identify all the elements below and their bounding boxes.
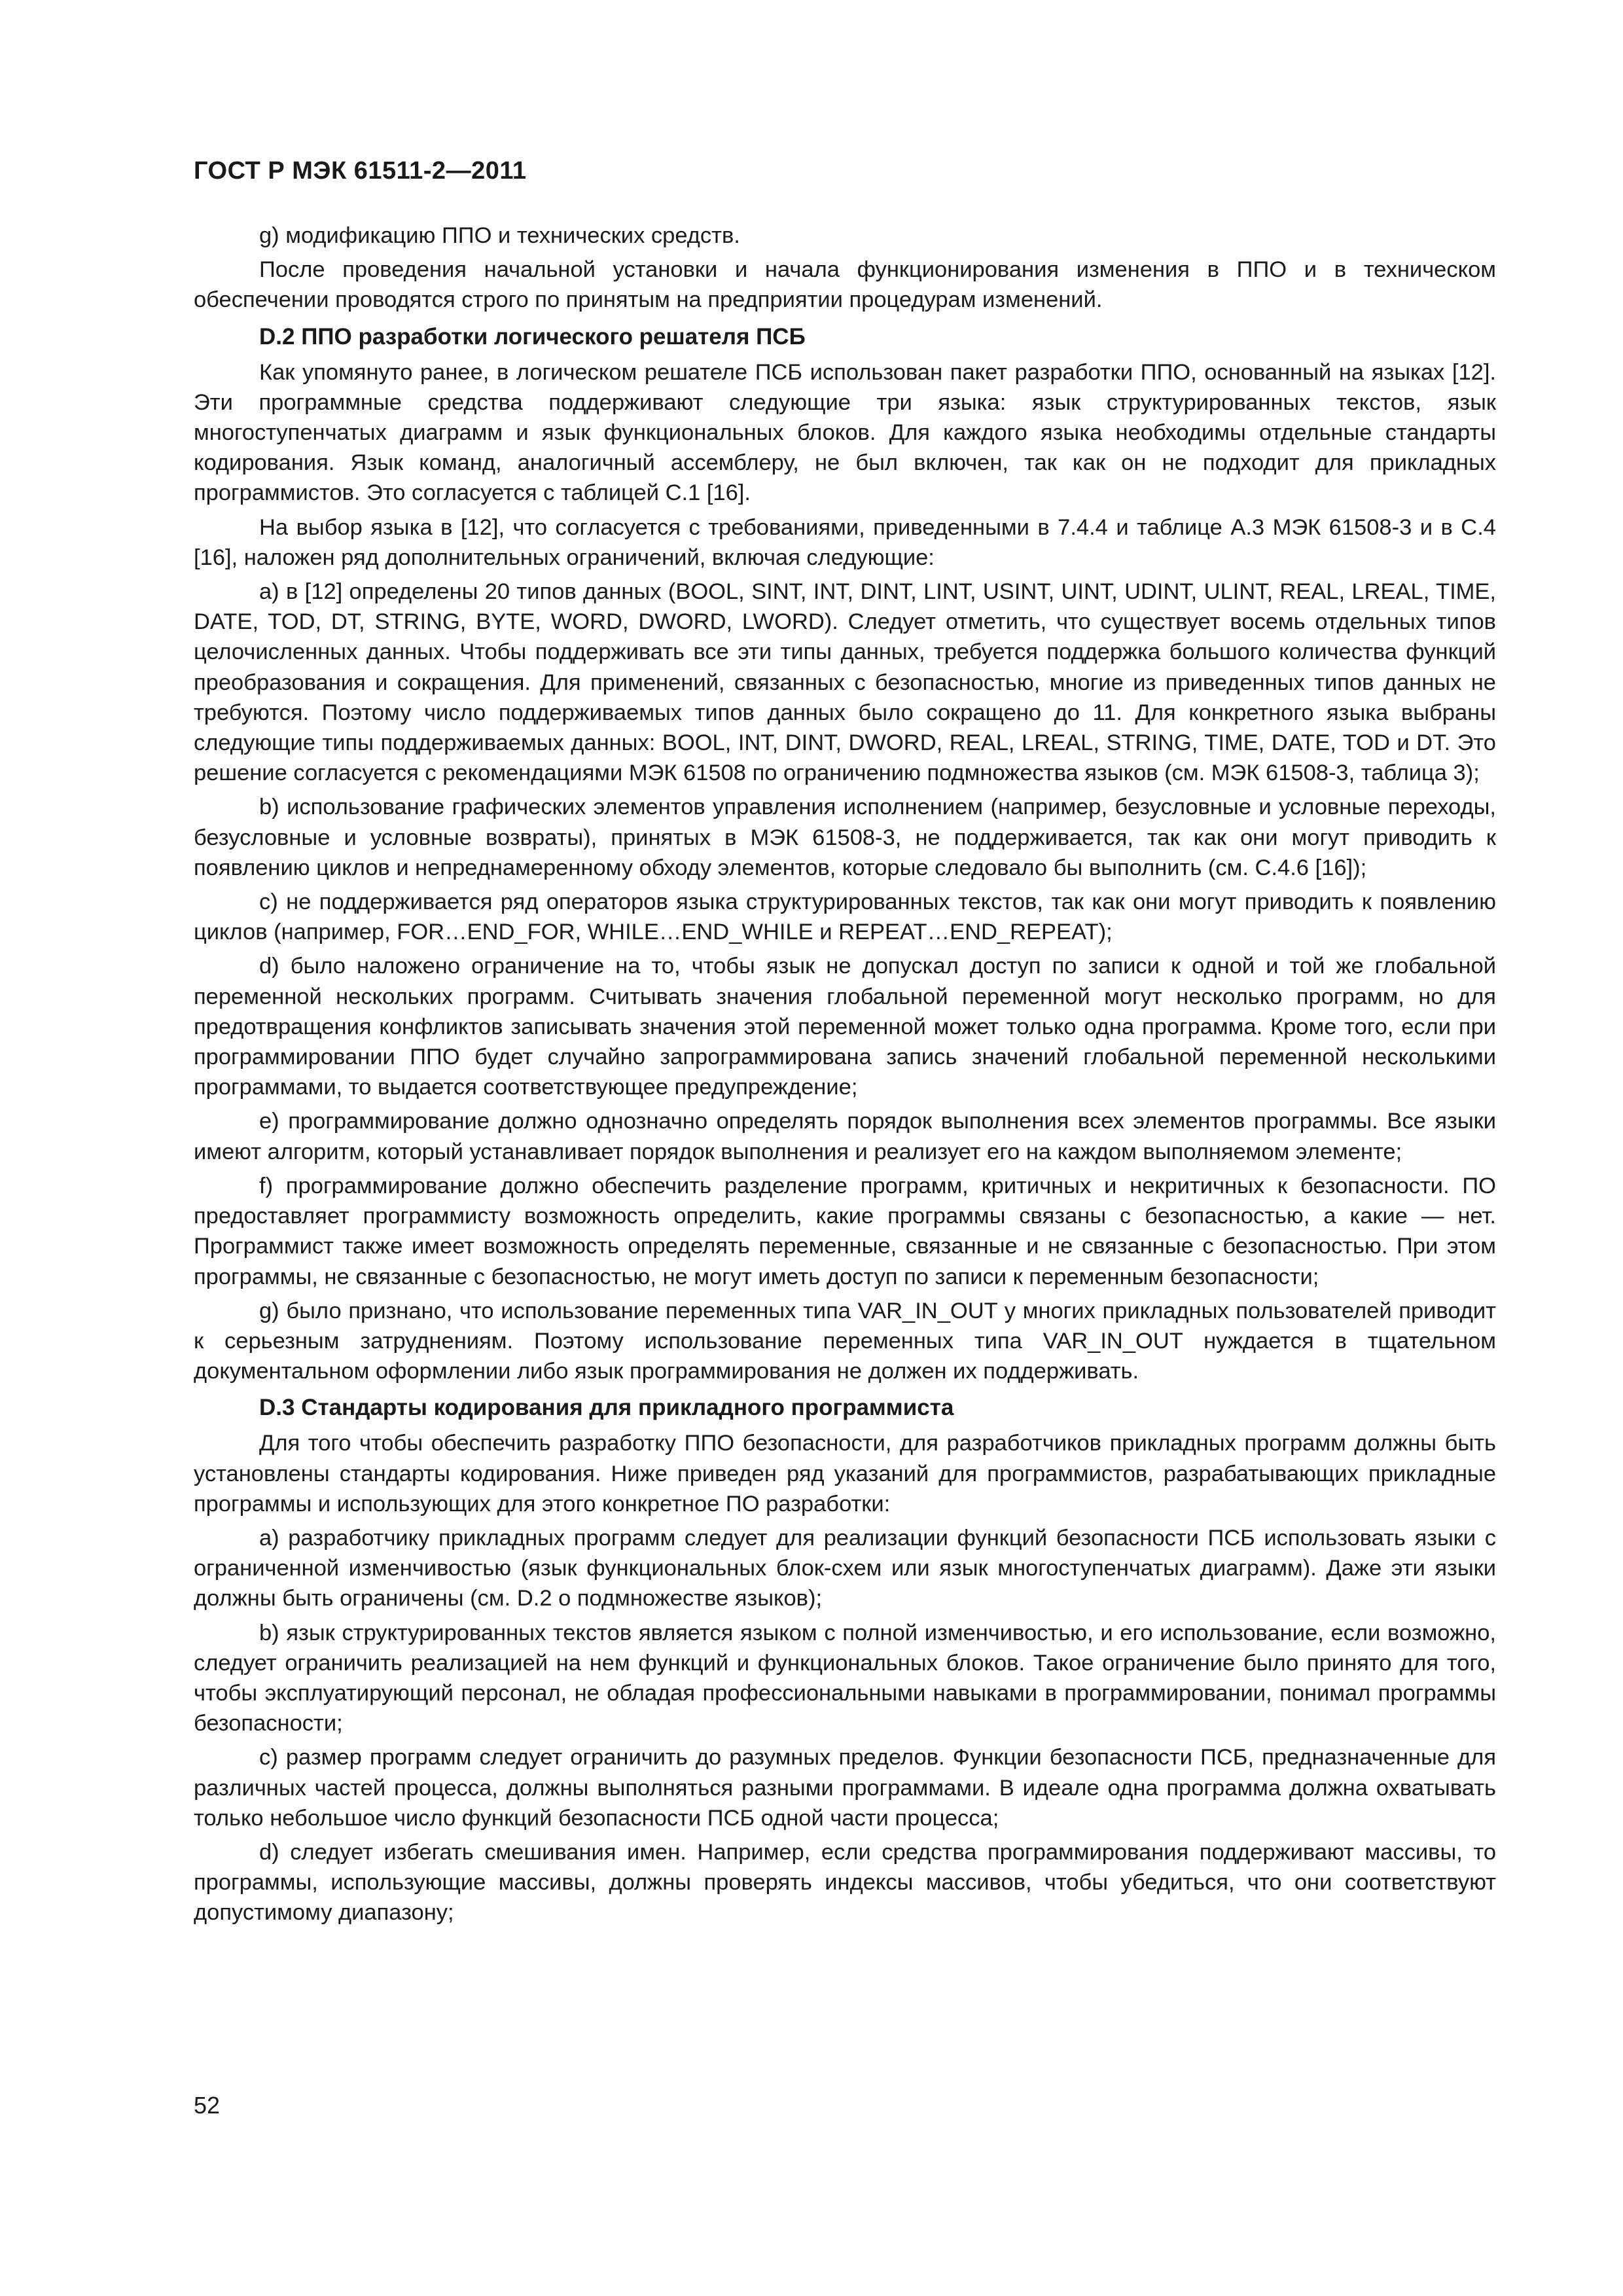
paragraph: Для того чтобы обеспечить разработку ППО безопасности, для разработчиков прикладных программ должны быть установлены стандарты кодирования. Ниже приведен ряд указаний для программистов, разрабатывающих прикладные программы и использующих для этого конкретное ПО разработки:	[194, 1431, 1496, 1516]
list-item: c) не поддерживается ряд операторов языка структурированных текстов, так как они могут приводить к появлению циклов (например, FOR…END_FOR, WHILE…END_WHILE и REPEAT…END_REPEAT);	[194, 889, 1496, 945]
list-item: b) использование графических элементов управления исполнением (например, безусловные и условные переходы, безусловные и условные возвраты), принятых в МЭК 61508-3, не поддерживается, так как они могут приводить к появлению циклов и непреднамеренному обходу элементов, которые следовало бы выполнить (см. С.4.6 [16]);	[194, 795, 1496, 880]
paragraph: После проведения начальной установки и начала функционирования изменения в ППО и в техническом обеспечении проводятся строго по принятым на предприятии процедурам изменений.	[194, 257, 1496, 313]
paragraph: Как упомянуто ранее, в логическом решателе ПСБ использован пакет разработки ППО, основанный на языках [12]. Эти программные средства поддерживают следующие три языка: язык структурированных текстов, язык многоступенчатых диаграмм и язык функциональных блоков. Для каждого языка необходимы отдельные стандарты кодирования. Язык команд, аналогичный ассемблеру, не был включен, так как он не подходит для прикладных программистов. Это согласуется с таблицей С.1 [16].	[194, 359, 1496, 506]
list-item: e) программирование должно однозначно определять порядок выполнения всех элементов программы. Все языки имеют алгоритм, который устанавливает порядок выполнения и реализует его на каждом выполняемом элементе;	[194, 1109, 1496, 1164]
list-item: f) программирование должно обеспечить разделение программ, критичных и некритичных к безопасности. ПО предоставляет программисту возможность определить, какие программы связаны с безопасностью, а какие — нет. Программист также имеет возможность определять переменные, связанные и не связанные с безопасностью. При этом программы, не связанные с безопасностью, не могут иметь доступ по записи к переменным безопасности;	[194, 1173, 1496, 1289]
document-page	[194, 157, 1496, 1932]
list-item: c) размер программ следует ограничить до разумных пределов. Функции безопасности ПСБ, предназначенные для различных частей процесса, должны выполняться разными программами. В идеале одна программа должна охватывать только небольшое число функций безопасности ПСБ одной части процесса;	[194, 1745, 1496, 1831]
list-item: d) было наложено ограничение на то, чтобы язык не допускал доступ по записи к одной и той же глобальной переменной нескольких программ. Считывать значения глобальной переменной могут несколько программ, но для предотвращения конфликтов записывать значения этой переменной может только одна программа. Кроме того, если при программировании ППО будет случайно запрограммирована запись значений глобальной переменной несколькими программами, то выдается соответствующее предупреждение;	[194, 954, 1496, 1100]
list-item: d) следует избегать смешивания имен. Например, если средства программирования поддерживают массивы, то программы, использующие массивы, должны проверять индексы массивов, чтобы убедиться, что они соответствуют допустимому диапазону;	[194, 1839, 1496, 1926]
list-item: g) было признано, что использование переменных типа VAR_IN_OUT у многих прикладных пользователей приводит к серьезным затруднениям. Поэтому использование переменных типа VAR_IN_OUT нуждается в тщательном документальном оформлении либо язык программирования не должен их поддерживать.	[194, 1298, 1496, 1384]
list-item: b) язык структурированных текстов является языком с полной изменчивостью, и его использование, если возможно, следует ограничить реализацией на нем функций и функциональных блоков. Такое ограничение было принято для того, чтобы эксплуатирующий персонал, не обладая профессиональными навыками в программировании, понимал программы безопасности;	[194, 1620, 1496, 1736]
section-heading-d3: D.3 Стандарты кодирования для прикладного программиста	[259, 1395, 954, 1421]
list-item: a) разработчику прикладных программ следует для реализации функций безопасности ПСБ использовать языки с ограниченной изменчивостью (язык функциональных блок-схем или язык многоступенчатых диаграмм). Даже эти языки должны быть ограничены (см. D.2 о подмножестве языков);	[194, 1525, 1496, 1611]
paragraph: На выбор языка в [12], что согласуется с требованиями, приведенными в 7.4.4 и таблице А.3 МЭК 61508-3 и в С.4 [16], наложен ряд дополнительных ограничений, включая следующие:	[194, 514, 1496, 570]
section-heading-d2: D.2 ППО разработки логического решателя ПСБ	[259, 323, 806, 350]
document-header: ГОСТ Р МЭК 61511-2—2011	[194, 157, 527, 185]
page-number: 52	[194, 2092, 221, 2119]
list-item: а) в [12] определены 20 типов данных (BOOL, SINT, INT, DINT, LINT, USINT, UINT, UDINT, ULINT, REAL, LREAL, TIME, DATE, TOD, DT, STRING, BYTE, WORD, DWORD, LWORD). Следует отметить, что существует восемь отдельных типов целочисленных данных. Чтобы поддерживать все эти типы данных, требуется поддержка большого количества функций преобразования и сокращения. Для применений, связанных с безопасностью, многие из приведенных типов данных не требуются. Поэтому число поддерживаемых типов данных было сокращено до 11. Для конкретного языка выбраны следующие типы поддерживаемых данных: BOOL, INT, DINT, DWORD, REAL, LREAL, STRING, TIME, DATE, TOD и DT. Это решение согласуется с рекомендациями МЭК 61508 по ограничению подмножества языков (см. МЭК 61508-3, таблица 3);	[194, 579, 1496, 786]
paragraph: g) модификацию ППО и технических средств.	[259, 223, 740, 248]
